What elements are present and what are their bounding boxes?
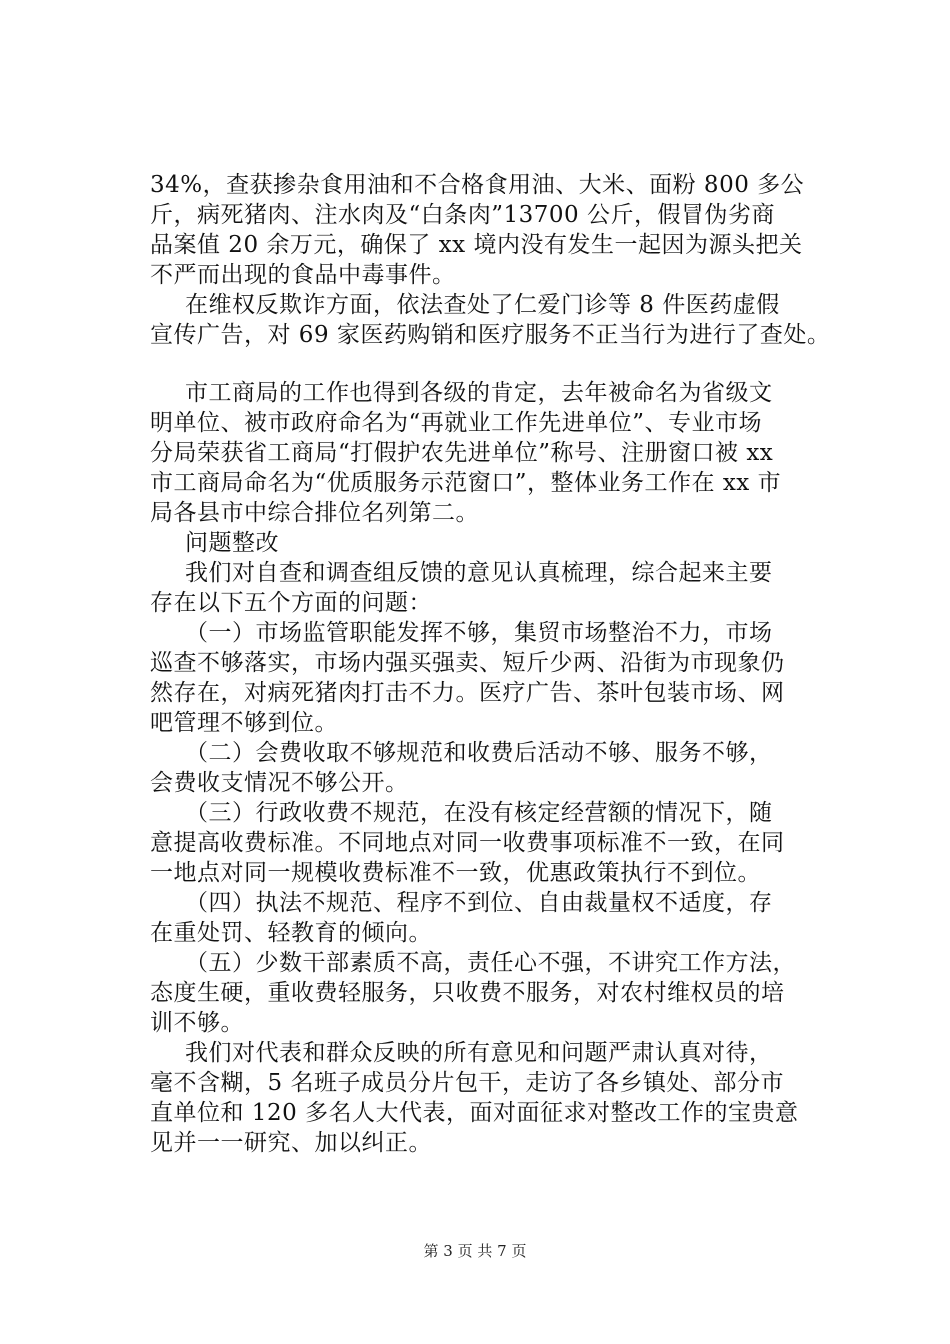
issue-item-5 <box>150 948 840 1038</box>
paragraph-food-safety <box>150 170 840 290</box>
text-line: 34%，查获掺杂食用油和不合格食用油、大米、面粉 800 多公 <box>150 172 805 198</box>
text-line: 会费收支情况不够公开。 <box>150 770 409 796</box>
text-line: 意提高收费标准。不同地点对同一收费事项标准不一致，在同 <box>150 830 785 856</box>
text-line: 品案值 20 余万元，确保了 xx 境内没有发生一起因为源头把关 <box>150 232 803 258</box>
text-line: 宣传广告，对 69 家医药购销和医疗服务不正当行为进行了查处。 <box>150 322 831 348</box>
section-heading: 问题整改 <box>185 530 279 556</box>
text-line: 巡查不够落实，市场内强买强卖、短斤少两、沿街为市现象仍 <box>150 650 785 676</box>
issue-item-3 <box>150 798 840 888</box>
text-line: 市工商局命名为“优质服务示范窗口”，整体业务工作在 xx 市 <box>150 470 782 496</box>
text-line: 我们对代表和群众反映的所有意见和问题严肃认真对待， <box>185 1040 773 1066</box>
text-line: （四）执法不规范、程序不到位、自由裁量权不适度，存 <box>185 890 773 916</box>
text-line: 吧管理不够到位。 <box>150 710 338 736</box>
issue-item-1 <box>150 618 840 738</box>
text-line: 见并一一研究、加以纠正。 <box>150 1130 432 1156</box>
text-line: 斤，病死猪肉、注水肉及“白条肉”13700 公斤，假冒伪劣商 <box>150 202 775 228</box>
text-line: （一）市场监管职能发挥不够，集贸市场整治不力，市场 <box>185 620 773 646</box>
text-line: （三）行政收费不规范，在没有核定经营额的情况下，随 <box>185 800 773 826</box>
text-line: 毫不含糊，5 名班子成员分片包干，走访了各乡镇处、部分市 <box>150 1070 784 1096</box>
text-line: 分局荣获省工商局“打假护农先进单位”称号、注册窗口被 xx <box>150 440 774 466</box>
text-line: 直单位和 120 多名人大代表，面对面征求对整改工作的宝贵意 <box>150 1100 799 1126</box>
text-line: 一地点对同一规模收费标准不一致，优惠政策执行不到位。 <box>150 860 761 886</box>
text-line: 训不够。 <box>150 1010 244 1036</box>
text-line: 不严而出现的食品中毒事件。 <box>150 262 456 288</box>
text-line: 态度生硬，重收费轻服务，只收费不服务，对农村维权员的培 <box>150 980 785 1006</box>
issue-item-4 <box>150 888 840 948</box>
text-line: （二）会费收取不够规范和收费后活动不够、服务不够， <box>185 740 773 766</box>
text-line: 我们对自查和调查组反馈的意见认真梳理，综合起来主要 <box>185 560 773 586</box>
text-line: 明单位、被市政府命名为“再就业工作先进单位”、专业市场 <box>150 410 763 436</box>
page-number: 第 3 页 共 7 页 <box>423 1242 527 1260</box>
paragraph-rectification <box>150 1038 840 1158</box>
text-line: 存在以下五个方面的问题： <box>150 590 432 616</box>
document-body <box>150 170 840 1158</box>
paragraph-summary <box>150 558 840 618</box>
text-line: 在重处罚、轻教育的倾向。 <box>150 920 432 946</box>
text-line: 局各县市中综合排位名列第二。 <box>150 500 479 526</box>
paragraph-recognition <box>150 378 840 528</box>
paragraph-gap <box>150 350 840 378</box>
issue-item-2 <box>150 738 840 798</box>
text-line: 然存在，对病死猪肉打击不力。医疗广告、茶叶包装市场、网 <box>150 680 785 706</box>
paragraph-anti-fraud <box>150 290 840 350</box>
text-line: （五）少数干部素质不高，责任心不强，不讲究工作方法， <box>185 950 796 976</box>
text-line: 市工商局的工作也得到各级的肯定，去年被命名为省级文 <box>185 380 773 406</box>
text-line: 在维权反欺诈方面，依法查处了仁爱门诊等 8 件医药虚假 <box>185 292 780 318</box>
